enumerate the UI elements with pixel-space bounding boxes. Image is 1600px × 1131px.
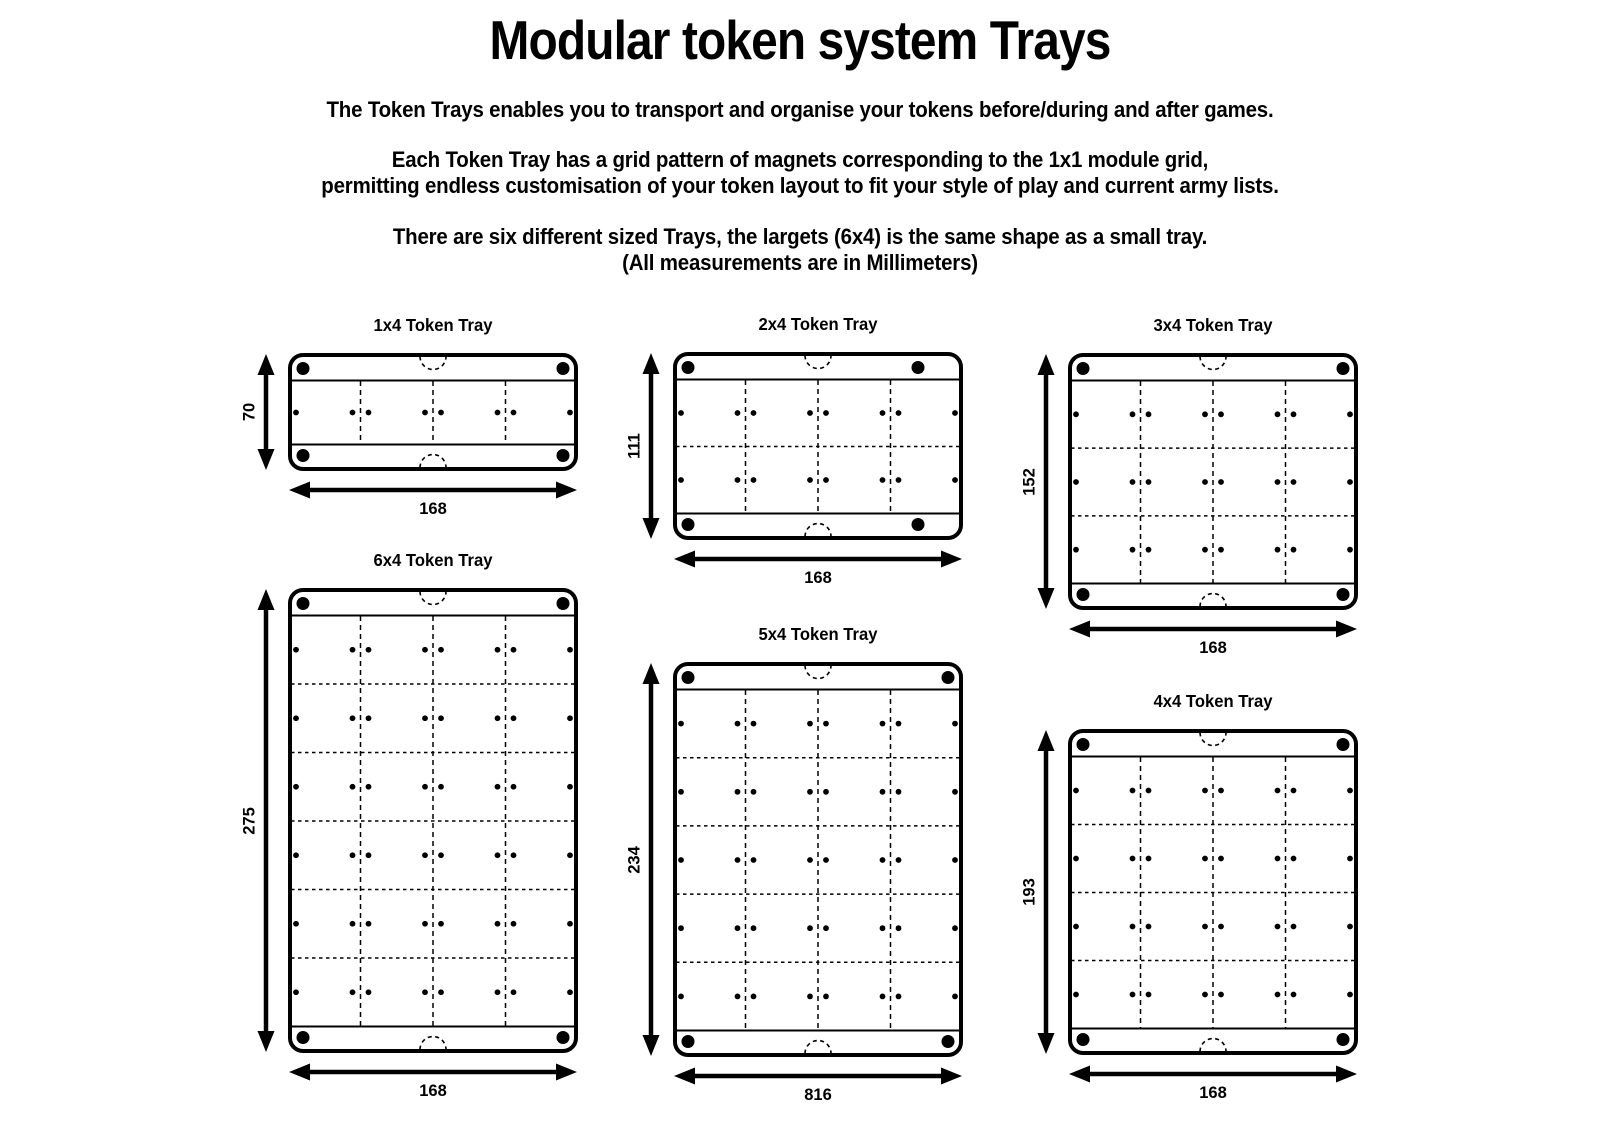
tray-title: 5x4 Token Tray xyxy=(758,624,878,644)
tray-diagram-4x4 xyxy=(1016,729,1362,1107)
tray-title: 3x4 Token Tray xyxy=(1153,315,1273,335)
width-arrow xyxy=(1069,621,1357,638)
width-arrow xyxy=(674,551,962,568)
intro-paragraph xyxy=(56,97,1544,123)
tray-4x4 xyxy=(1016,691,1362,1107)
tray-3x4 xyxy=(1016,315,1362,662)
grid-description-line-2: permitting endless customisation of your token layout to fit your style of play and current army lists. xyxy=(321,173,1279,198)
grid-description-line-1: Each Token Tray has a grid pattern of magnets corresponding to the 1x1 module grid, xyxy=(391,147,1209,172)
tray-1x4 xyxy=(236,315,582,523)
width-arrow xyxy=(674,1068,962,1085)
height-dimension-label: 152 xyxy=(1020,467,1039,496)
tray-drawing-slot xyxy=(1016,353,1362,667)
height-arrow xyxy=(1038,730,1055,1054)
tray-6x4 xyxy=(236,550,582,1105)
width-arrow xyxy=(289,482,577,499)
grid-description-paragraph xyxy=(56,147,1544,199)
tray-drawing-slot xyxy=(236,588,582,1110)
height-arrow xyxy=(643,663,660,1056)
width-dimension-label: 168 xyxy=(1199,1084,1227,1102)
tray-title: 1x4 Token Tray xyxy=(373,315,493,335)
width-dimension-label: 816 xyxy=(804,1086,832,1104)
intro-line: The Token Trays enables you to transport and organise your tokens before/during and after games. xyxy=(326,97,1274,122)
width-dimension-label: 168 xyxy=(804,569,832,587)
sizes-line-2: (All measurements are in Millimeters) xyxy=(622,250,978,275)
page-title: Modular token system Trays xyxy=(489,9,1111,71)
height-dimension-label: 70 xyxy=(240,402,259,422)
tray-drawing-slot xyxy=(621,352,967,597)
height-arrow xyxy=(1038,354,1055,609)
tray-diagram-2x4 xyxy=(621,352,967,592)
height-arrow xyxy=(258,589,275,1052)
width-dimension-label: 168 xyxy=(419,500,447,518)
height-dimension-label: 193 xyxy=(1020,878,1039,906)
width-dimension-label: 168 xyxy=(419,1082,447,1100)
height-arrow xyxy=(643,353,660,539)
sizes-line-1: There are six different sized Trays, the largets (6x4) is the same shape as a small tray. xyxy=(392,224,1208,249)
height-dimension-label: 275 xyxy=(240,806,259,835)
tray-diagram-6x4 xyxy=(236,588,582,1105)
tray-5x4 xyxy=(621,624,967,1109)
tray-title: 2x4 Token Tray xyxy=(758,314,878,334)
tray-drawing-slot xyxy=(1016,729,1362,1112)
height-dimension-label: 234 xyxy=(625,845,644,874)
width-arrow xyxy=(1069,1066,1357,1083)
tray-diagram-5x4 xyxy=(621,662,967,1109)
tray-title: 6x4 Token Tray xyxy=(373,550,493,570)
tray-diagram-3x4 xyxy=(1016,353,1362,662)
height-dimension-label: 111 xyxy=(625,433,644,459)
tray-diagram-1x4 xyxy=(236,353,582,523)
tray-2x4 xyxy=(621,314,967,592)
tray-drawing-slot xyxy=(621,662,967,1114)
tray-title: 4x4 Token Tray xyxy=(1153,691,1273,711)
width-dimension-label: 168 xyxy=(1199,639,1227,657)
sizes-paragraph xyxy=(56,224,1544,276)
width-arrow xyxy=(289,1064,577,1081)
height-arrow xyxy=(258,354,275,470)
